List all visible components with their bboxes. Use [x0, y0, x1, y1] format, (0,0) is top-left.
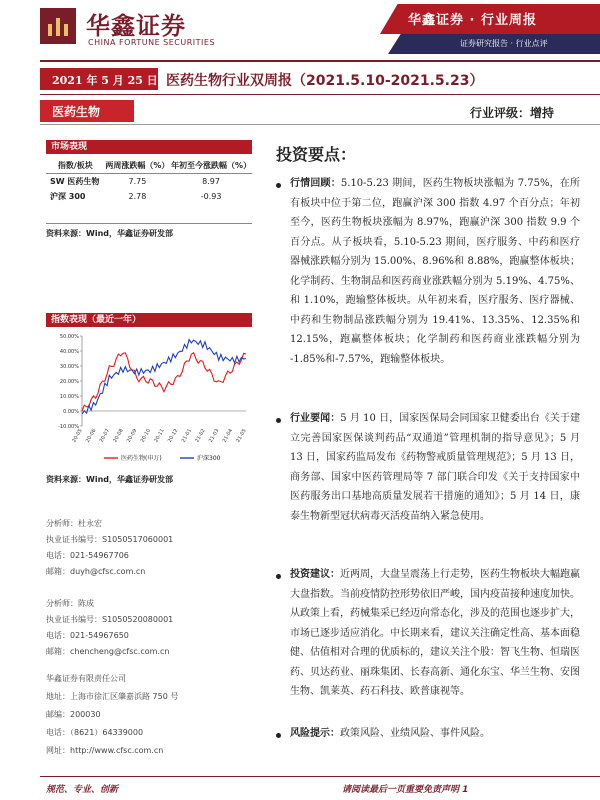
table-row — [46, 174, 252, 190]
company-zip: 邮编：200030 — [46, 710, 101, 719]
x-tick-label: 21-04 — [221, 428, 235, 444]
analyst-name: 分析师：杜永宏 — [46, 519, 102, 528]
analyst-email: 邮箱：duyh@cfsc.com.cn — [46, 567, 146, 576]
x-tick-label: 20-11 — [153, 428, 166, 444]
analyst-name: 分析师：陈成 — [46, 599, 94, 608]
y-tick-label: 40.00% — [59, 349, 79, 355]
legend-label: 医药生物(申万) — [121, 455, 162, 462]
row-two-week: 2.78 — [128, 192, 147, 201]
bullet-icon — [276, 418, 281, 423]
index-chart-source: 资料来源：Wind，华鑫证券研发部 — [46, 475, 173, 484]
x-tick-label: 21-01 — [180, 428, 194, 444]
key-point-text: 政策风险、业绩风险、事件风险。 — [340, 728, 490, 739]
y-tick-label: 50.00% — [59, 334, 79, 340]
company-phone: 电话：（8621）64339000 — [46, 728, 144, 737]
y-tick-label: 10.00% — [59, 394, 79, 400]
row-name: 沪深 300 — [50, 192, 86, 201]
key-points-title: 投资要点： — [276, 145, 357, 164]
header-banner-text: 华鑫证券 · 行业周报 — [408, 13, 537, 28]
index-chart-heading: 指数表现（最近一年） — [46, 313, 252, 327]
header-divider — [40, 60, 600, 62]
analyst-cert: 执业证书编号：S1050520080001 — [46, 615, 174, 624]
report-title: 医药生物行业双周报（2021.5.10-2021.5.23） — [166, 73, 484, 89]
analyst-block-1 — [46, 516, 173, 580]
x-tick-label: 20-09 — [125, 428, 139, 444]
legend-label: 沪深300 — [197, 455, 221, 462]
row-ytd: -0.93 — [200, 192, 222, 201]
analyst-block-2 — [46, 596, 173, 660]
key-point-text: 5.10-5.23 期间，医药生物板块涨幅为 7.75%，在所有板块中位于第二位，跑赢沪深 300 指数 4.97 个百分点；年初至今，医药生物板块涨幅为 8.97%，跑赢沪深 300 指数 9.9 个百分点。从子板块看，5.10-5.23 期间，医疗服务、中药和医疗器械涨跌幅分别为 15.00%、8.96%和 8.88%，跑赢整体板块；化学制药、生物制品和医药商业涨跌幅分别为 5.19%、4.75%、和 1.10%，跑输整体板块。从年初来看，医疗服务、医疗器械、中药和生物制品涨跌幅分别为 19.41%、13.35%、12.35%和 12.15%，跑赢整体板块；化学制药和医药商业涨跌幅分别为 -1.85%和-7.57%，跑输整体板块。 — [290, 178, 580, 365]
key-point-label: 行业要闻： — [290, 413, 341, 424]
company-address: 地址：上海市徐汇区肇嘉浜路 750 号 — [46, 692, 179, 701]
x-tick-label: 20-08 — [112, 428, 125, 444]
x-tick-label: 21-03 — [207, 428, 221, 444]
row-ytd: 8.97 — [202, 177, 220, 186]
analyst-email: 邮箱：chencheng@cfsc.com.cn — [46, 647, 170, 656]
col-header-index: 指数/板块 — [46, 158, 105, 174]
company-website: 网址：http://www.cfsc.com.cn — [46, 746, 164, 755]
x-tick-label: 21-05 — [235, 428, 248, 444]
x-tick-label: 20-06 — [84, 428, 98, 444]
market-section-heading: 市场表现 — [46, 140, 252, 154]
row-name: SW 医药生物 — [50, 177, 100, 186]
report-date: 2021 年 5 月 25 日 — [52, 74, 158, 87]
key-point-label: 投资建议： — [290, 569, 340, 580]
y-tick-label: 20.00% — [59, 379, 79, 385]
title-divider — [40, 94, 600, 95]
footer-disclaimer: 请阅读最后一页重要免责声明 1 — [342, 785, 469, 795]
company-logo-mark — [40, 8, 76, 44]
series-line-pharma — [82, 353, 246, 411]
key-point-label: 风险提示： — [290, 728, 340, 739]
company-logo-english: CHINA FORTUNE SECURITIES — [88, 38, 216, 47]
key-point-risk — [290, 724, 580, 744]
x-tick-label: 20-07 — [98, 428, 112, 444]
y-tick-label: 30.00% — [59, 364, 79, 370]
col-header-two-week: 两周涨跌幅（%） — [105, 158, 170, 174]
key-point-text: 近两周，大盘呈震荡上行走势，医药生物板块大幅跑赢大盘指数。当前疫情防控形势依旧严峻，国内疫苗接种速度加快。从政策上看，药械集采已经迈向常态化，涉及的范围也逐步扩大，市场已逐步适应消化。中长期来看，建议关注确定性高、基本面稳健、估值相对合理的优质标的，建议关注个股：智飞生物、恒瑞医药、贝达药业、丽珠集团、长春高新、通化东宝、华兰生物、安图生物、凯莱英、药石科技、欧普康视等。 — [290, 569, 580, 697]
key-point-investment-advice — [290, 565, 580, 702]
x-tick-label: 21-02 — [194, 428, 207, 444]
bullet-icon — [276, 733, 281, 738]
index-line-chart — [46, 330, 252, 470]
company-info — [46, 670, 178, 760]
market-table — [46, 158, 252, 204]
bullet-icon — [276, 574, 281, 579]
x-tick-label: 20-05 — [71, 428, 84, 444]
table-bottom-rule — [46, 223, 252, 224]
sector-label: 医药生物 — [52, 105, 101, 119]
industry-rating: 行业评级：增持 — [470, 106, 555, 120]
key-point-label: 行情回顾： — [290, 178, 341, 189]
rating-divider — [40, 124, 600, 125]
bullet-icon — [276, 183, 281, 188]
header-subbanner-text: 证券研究报告 · 行业点评 — [460, 39, 548, 48]
y-tick-label: 0.00% — [63, 409, 79, 415]
key-point-text: 5 月 10 日，国家医保局会同国家卫健委出台《关于建立完善国家医保谈判药品“双通道”管理机制的指导意见》；5 月 13 日，国家药监局发布《药物警戒质量管理规范》；5 月 13 日，商务部、国家中医药管理局等 7 部门联合印发《关于支持国家中医药服务出口基地高质量发展若干措施的通知》；5 月 14 日，康泰生物新型冠状病毒灭活疫苗纳入紧急使用。 — [290, 413, 581, 522]
analyst-phone: 电话：021-54967706 — [46, 551, 129, 560]
market-source: 资料来源：Wind，华鑫证券研发部 — [46, 229, 173, 238]
analyst-cert: 执业证书编号：S1050517060001 — [46, 535, 174, 544]
footer-divider — [40, 776, 600, 777]
row-two-week: 7.75 — [128, 177, 147, 186]
analyst-phone: 电话：021-54967650 — [46, 631, 129, 640]
key-point-industry-news — [290, 409, 580, 526]
key-point-market-review — [290, 174, 580, 369]
company-logo-text: 华鑫证券 — [86, 12, 186, 40]
company-name: 华鑫证券有限责任公司 — [46, 674, 126, 683]
y-tick-label: -10.00% — [58, 424, 79, 430]
x-tick-label: 20-10 — [139, 428, 153, 444]
x-tick-label: 20-12 — [166, 428, 180, 444]
col-header-ytd: 年初至今涨跌幅（%） — [170, 158, 252, 174]
table-row — [46, 189, 252, 204]
table-header-row — [46, 158, 252, 174]
footer-slogan: 规范、专业、创新 — [46, 785, 119, 795]
